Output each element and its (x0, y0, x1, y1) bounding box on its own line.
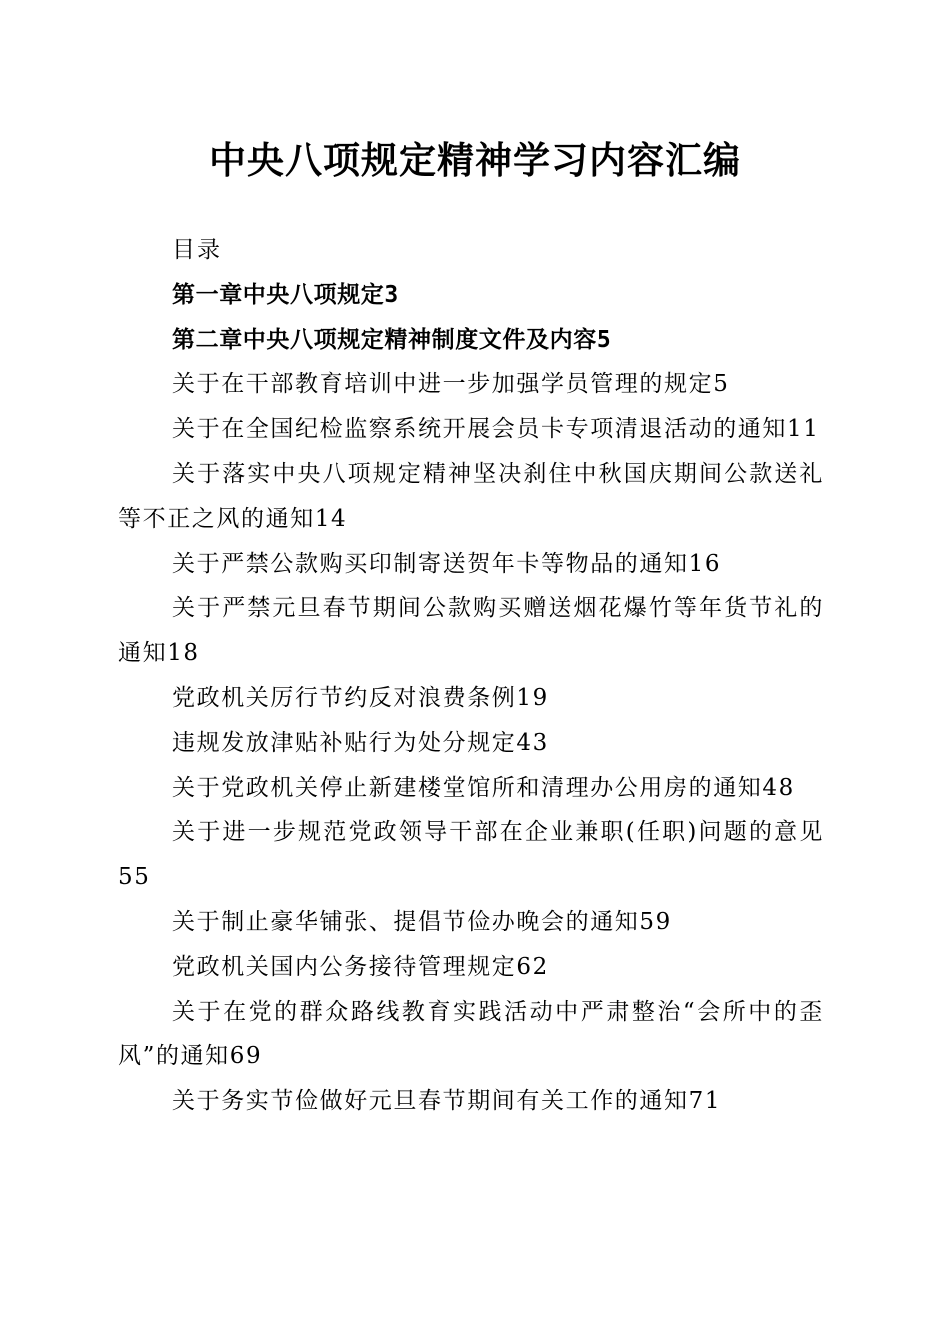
toc-entry-page: 71 (688, 1088, 722, 1115)
document-title: 中央八项规定精神学习内容汇编 (209, 138, 741, 182)
toc-entry-text: 第二章中央八项规定精神制度文件及内容 (172, 326, 597, 353)
toc-entry (118, 810, 824, 900)
table-of-contents (118, 228, 824, 1124)
toc-entry-page: 19 (516, 684, 549, 711)
toc-entry-text: 关于在全国纪检监察系统开展会员卡专项清退活动的通知 (172, 416, 787, 443)
toc-entry-page: 11 (787, 416, 820, 443)
toc-entry (118, 676, 824, 721)
toc-entry (118, 900, 824, 945)
toc-entry (118, 990, 824, 1080)
toc-entry-text: 关于严禁公款购买印制寄送贺年卡等物品的通知 (172, 550, 689, 577)
toc-entry-text: 关于进一步规范党政领导干部在企业兼职(任职)问题的意见 (172, 819, 824, 846)
toc-entry (118, 273, 824, 318)
toc-entry (118, 766, 824, 811)
toc-entry-text: 关于在干部教育培训中进一步加强学员管理的规定 (172, 371, 714, 398)
toc-entry-text: 关于严禁元旦春节期间公款购买赠送烟花爆竹等年货节礼的通知 (118, 595, 824, 667)
toc-entry-page: 43 (516, 729, 549, 756)
toc-entry-page: 14 (314, 505, 348, 532)
toc-entry (118, 586, 824, 676)
toc-entry-page: 69 (229, 1043, 263, 1070)
toc-entry (118, 1079, 824, 1124)
toc-entry-text: 关于在党的群众路线教育实践活动中严肃整治“会所中的歪风”的通知 (118, 998, 824, 1070)
toc-heading: 目录 (172, 237, 222, 263)
toc-entry (118, 407, 824, 452)
toc-entry (118, 542, 824, 587)
toc-entry-page: 62 (516, 953, 549, 980)
toc-entry-page: 59 (639, 908, 672, 935)
toc-entry-text: 关于党政机关停止新建楼堂馆所和清理办公用房的通知 (172, 774, 763, 801)
toc-entry-page: 5 (713, 371, 730, 398)
toc-entry-text: 党政机关国内公务接待管理规定 (172, 953, 517, 980)
toc-entry-text: 关于务实节俭做好元旦春节期间有关工作的通知 (172, 1088, 689, 1115)
toc-entry (118, 452, 824, 542)
toc-entry-page: 55 (118, 864, 151, 891)
toc-entry-page: 18 (167, 640, 200, 667)
toc-entry-page: 48 (762, 774, 795, 801)
toc-entry-text: 关于落实中央八项规定精神坚决刹住中秋国庆期间公款送礼等不正之风的通知 (118, 460, 824, 532)
toc-entry (118, 318, 824, 363)
toc-entry-page: 16 (688, 550, 722, 577)
toc-entry (118, 721, 824, 766)
toc-entry-text: 第一章中央八项规定 (172, 281, 385, 308)
toc-entry-text: 党政机关厉行节约反对浪费条例 (172, 684, 517, 711)
toc-entry-page: 5 (596, 326, 612, 353)
toc-entry-text: 违规发放津贴补贴行为处分规定 (172, 729, 517, 756)
toc-entry-page: 3 (384, 281, 399, 308)
toc-entry-text: 关于制止豪华铺张、提倡节俭办晚会的通知 (172, 908, 640, 935)
toc-entry (118, 945, 824, 990)
toc-entry (118, 362, 824, 407)
